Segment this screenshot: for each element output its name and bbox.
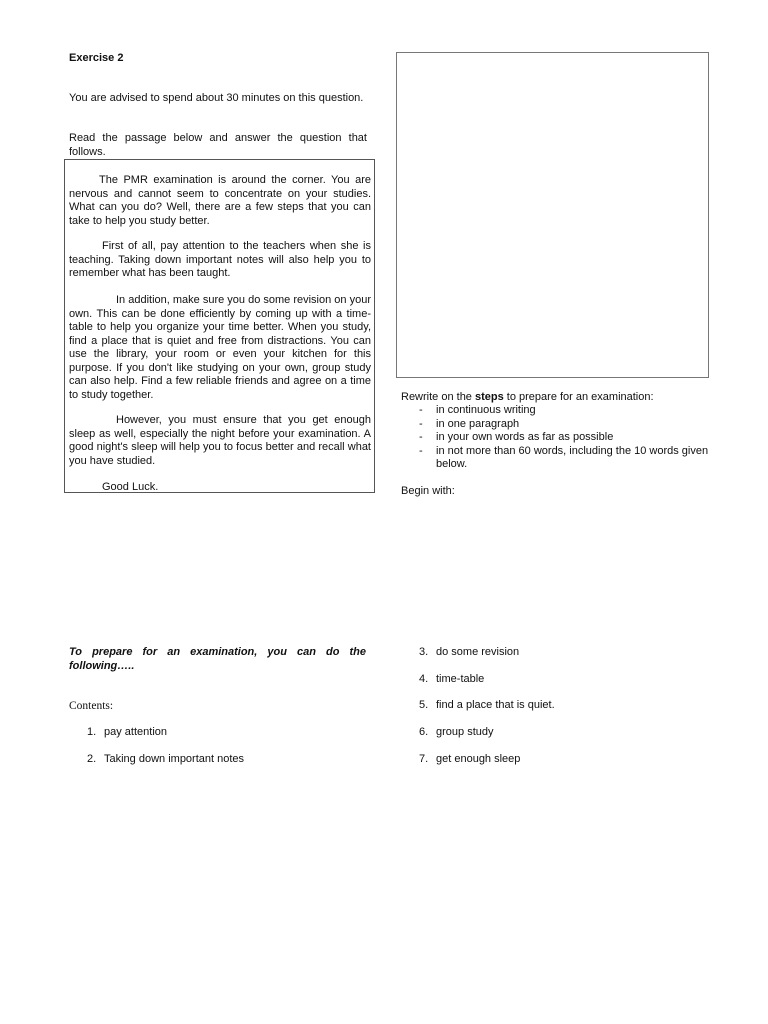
content-item-text: get enough sleep [436, 753, 521, 765]
passage-closing: Good Luck. [102, 481, 159, 493]
task-bullet-text: in one paragraph [436, 417, 520, 430]
content-item-number: 7. [419, 753, 429, 765]
task-intro-after: to prepare for an examination: [503, 391, 654, 403]
content-item-number: 6. [419, 726, 429, 738]
content-item-text: do some revision [436, 646, 520, 658]
passage-paragraph-4: However, you must ensure that you get enough sleep as well, especially the night before your examination. A good night's sleep will help you to focus better and recall what you have studied. [69, 414, 371, 467]
task-bullet [419, 418, 709, 432]
bullet-marker: - [419, 444, 423, 457]
bullet-marker: - [419, 417, 423, 430]
content-item-number: 4. [419, 673, 429, 685]
passage-paragraph-3: In addition, make sure you do some revision on your own. This can be done efficiently by coming up with a time-table to help you organize your time better. When you study, find a place that is quiet and free from distractions. You can use the library, your room or even your kitchen for this purpose. If you don't like studying on your own, group study can also help. Find a few reliable friends and agree on a time to study together. [69, 294, 371, 401]
content-item-text: pay attention [104, 726, 167, 738]
exercise-title: Exercise 2 [69, 52, 124, 64]
content-item-5 [419, 699, 555, 713]
task-bullet [419, 431, 709, 445]
content-item-2 [87, 753, 244, 767]
content-item-number: 5. [419, 699, 429, 711]
task-bullet [419, 404, 709, 418]
read-instruction: Read the passage below and answer the question that follows. [69, 132, 367, 158]
content-item-text: time-table [436, 673, 485, 685]
task-bullet-text: in continuous writing [436, 404, 536, 416]
task-bullet [419, 445, 709, 472]
content-item-1 [87, 726, 167, 740]
content-item-text: find a place that is quiet. [436, 699, 555, 711]
task-bullet-text: in your own words as far as possible [436, 431, 614, 443]
content-item-4 [419, 673, 484, 687]
passage-paragraph-1: The PMR examination is around the corner. You are nervous and cannot seem to concentrate on your studies. What can you do? Well, there are a few steps that you can take to help you study better. [69, 174, 371, 227]
task-bullet-list [419, 404, 709, 472]
bullet-marker: - [419, 404, 423, 416]
passage-paragraph-2: First of all, pay attention to the teachers when she is teaching. Taking down important notes will also help you to remember what has been taught. [69, 240, 371, 279]
task-bullet-text: in not more than 60 words, including the 10 words given below. [436, 444, 709, 470]
essay-prompt: To prepare for an examination, you can do the following….. [69, 646, 366, 672]
content-item-text: group study [436, 726, 494, 738]
content-item-3 [419, 646, 519, 660]
contents-label: Contents: [69, 700, 114, 712]
picture-box [396, 52, 709, 378]
content-item-text: Taking down important notes [104, 753, 245, 765]
task-intro-bold: steps [474, 391, 504, 403]
content-item-6 [419, 726, 493, 740]
begin-with-label: Begin with: [401, 485, 455, 497]
task-instruction [401, 391, 711, 405]
content-item-7 [419, 753, 520, 767]
content-item-number: 3. [419, 646, 429, 658]
content-item-number: 1. [87, 726, 97, 738]
content-item-number: 2. [87, 753, 97, 765]
bullet-marker: - [419, 431, 423, 443]
task-intro-before: Rewrite on the [401, 391, 475, 403]
time-instruction: You are advised to spend about 30 minutes on this question. [69, 92, 364, 104]
